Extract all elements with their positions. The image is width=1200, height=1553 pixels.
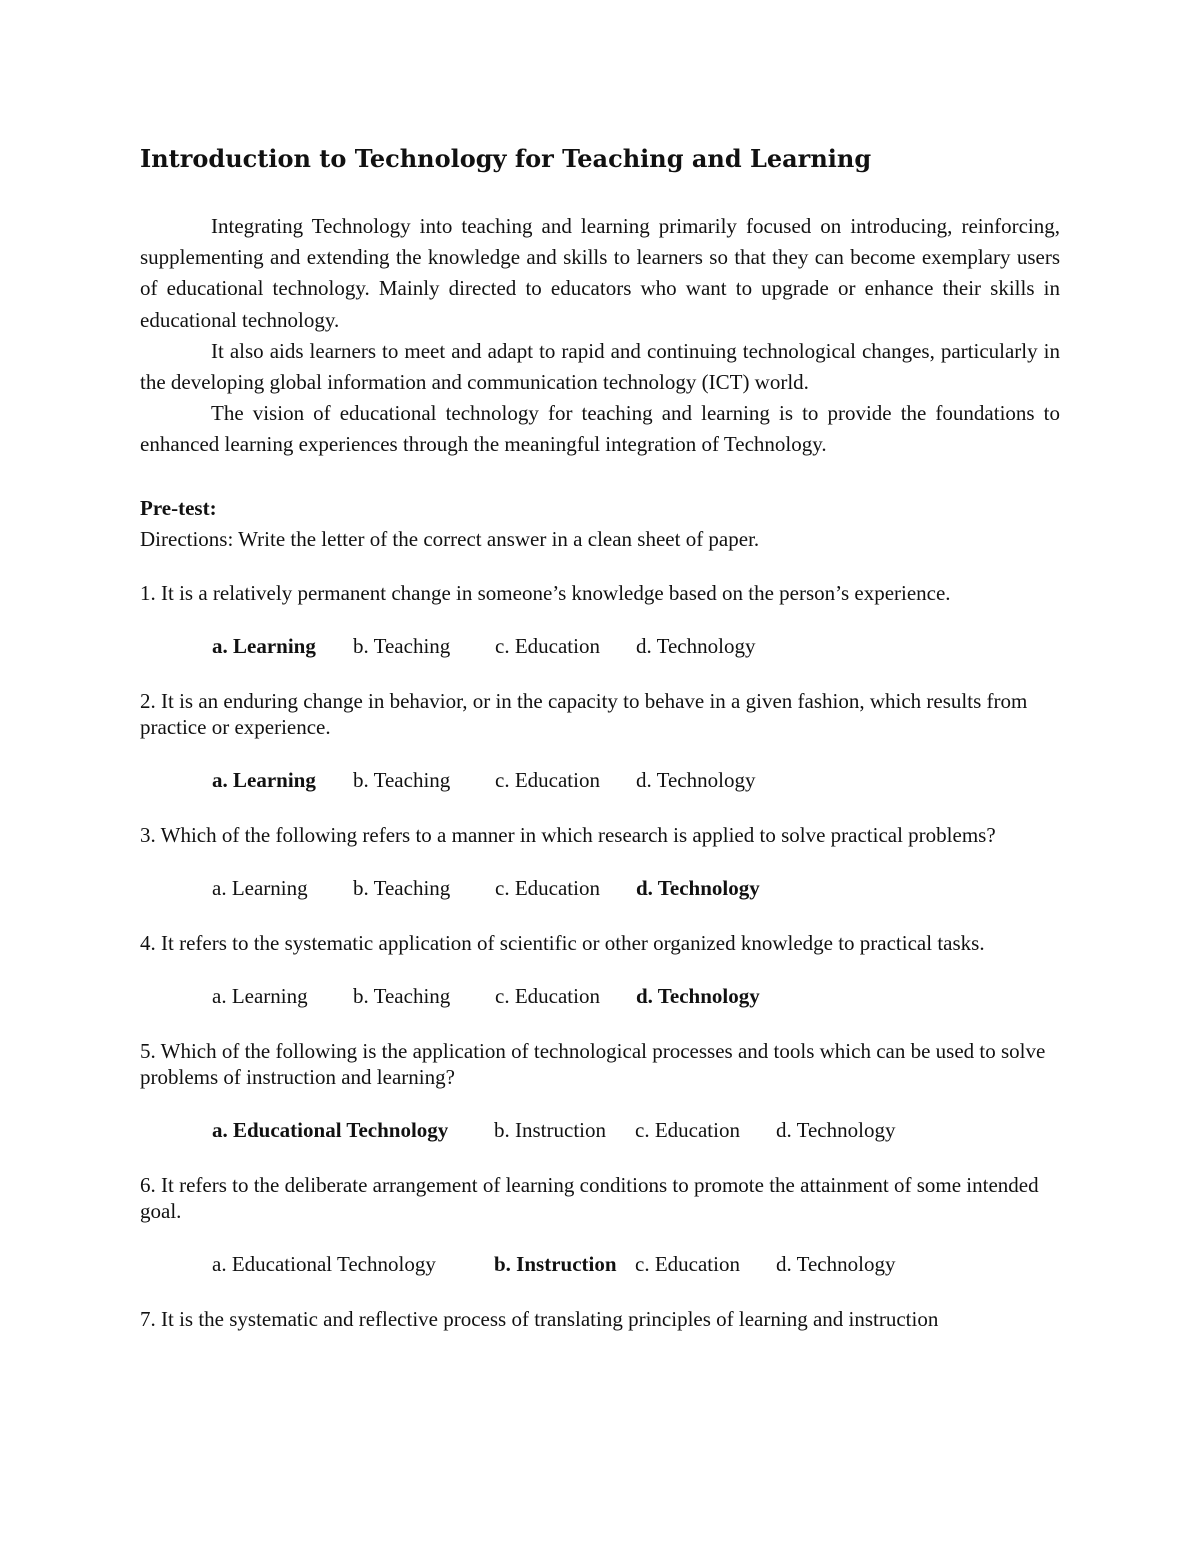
pretest-heading: Pre-test: xyxy=(140,495,217,520)
pretest-directions: Directions: Write the letter of the correct answer in a clean sheet of paper. xyxy=(140,526,760,551)
question-3-options xyxy=(212,875,1060,901)
option-d: d. Technology xyxy=(636,767,756,792)
intro-paragraph-3: The vision of educational technology for teaching and learning is to provide the foundations to enhanced learning experiences through the meaningful integration of Technology. xyxy=(140,401,1060,457)
option-c: c. Education xyxy=(635,1117,740,1142)
option-d: d. Technology xyxy=(776,1251,896,1276)
question-4-options xyxy=(212,983,1060,1009)
question-5-options xyxy=(212,1117,1060,1143)
option-d: d. Technology xyxy=(636,633,756,658)
intro-paragraph-1: Integrating Technology into teaching and learning primarily focused on introducing, reinforcing, supplementing and extending the knowledge and skills to learners so that they can become exemplary users of educational technology. Mainly directed to educators who want to upgrade or enhance their skills in educational technology. xyxy=(140,214,1060,332)
option-d: d. Technology xyxy=(636,875,760,900)
option-d: d. Technology xyxy=(636,983,760,1008)
question-1: 1. It is a relatively permanent change in someone’s knowledge based on the person’s experience. xyxy=(140,580,951,605)
option-a: a. Learning xyxy=(212,983,308,1008)
question-5: 5. Which of the following is the application of technological processes and tools which can be used to solve problems of instruction and learning? xyxy=(140,1038,1046,1089)
document-page xyxy=(140,140,1060,1359)
question-6: 6. It refers to the deliberate arrangement of learning conditions to promote the attainment of some intended goal. xyxy=(140,1172,1039,1223)
question-1-options xyxy=(212,633,1060,659)
option-b: b. Instruction xyxy=(494,1117,606,1142)
question-2: 2. It is an enduring change in behavior, or in the capacity to behave in a given fashion, which results from practice or experience. xyxy=(140,688,1028,739)
option-c: c. Education xyxy=(495,767,600,792)
option-a: a. Learning xyxy=(212,767,316,792)
option-c: c. Education xyxy=(495,983,600,1008)
intro-paragraph-2: It also aids learners to meet and adapt to rapid and continuing technological changes, particularly in the developing global information and communication technology (ICT) world. xyxy=(140,338,1060,395)
question-4: 4. It refers to the systematic application of scientific or other organized knowledge to practical tasks. xyxy=(140,930,985,955)
option-a: a. Educational Technology xyxy=(212,1251,436,1276)
option-a: a. Educational Technology xyxy=(212,1117,449,1142)
option-c: c. Education xyxy=(495,633,600,658)
question-6-options xyxy=(212,1251,1060,1277)
option-b: b. Teaching xyxy=(353,875,451,900)
option-b: b. Instruction xyxy=(494,1251,617,1276)
option-d: d. Technology xyxy=(776,1117,896,1142)
question-3: 3. Which of the following refers to a manner in which research is applied to solve practical problems? xyxy=(140,822,996,847)
option-a: a. Learning xyxy=(212,633,316,658)
option-b: b. Teaching xyxy=(353,983,451,1008)
option-b: b. Teaching xyxy=(353,767,451,792)
option-c: c. Education xyxy=(635,1251,740,1276)
question-2-options xyxy=(212,767,1060,793)
document-title: Introduction to Technology for Teaching and Learning xyxy=(140,144,872,173)
question-7: 7. It is the systematic and reflective process of translating principles of learning and instruction xyxy=(140,1306,939,1331)
option-c: c. Education xyxy=(495,875,600,900)
option-a: a. Learning xyxy=(212,875,308,900)
option-b: b. Teaching xyxy=(353,633,451,658)
